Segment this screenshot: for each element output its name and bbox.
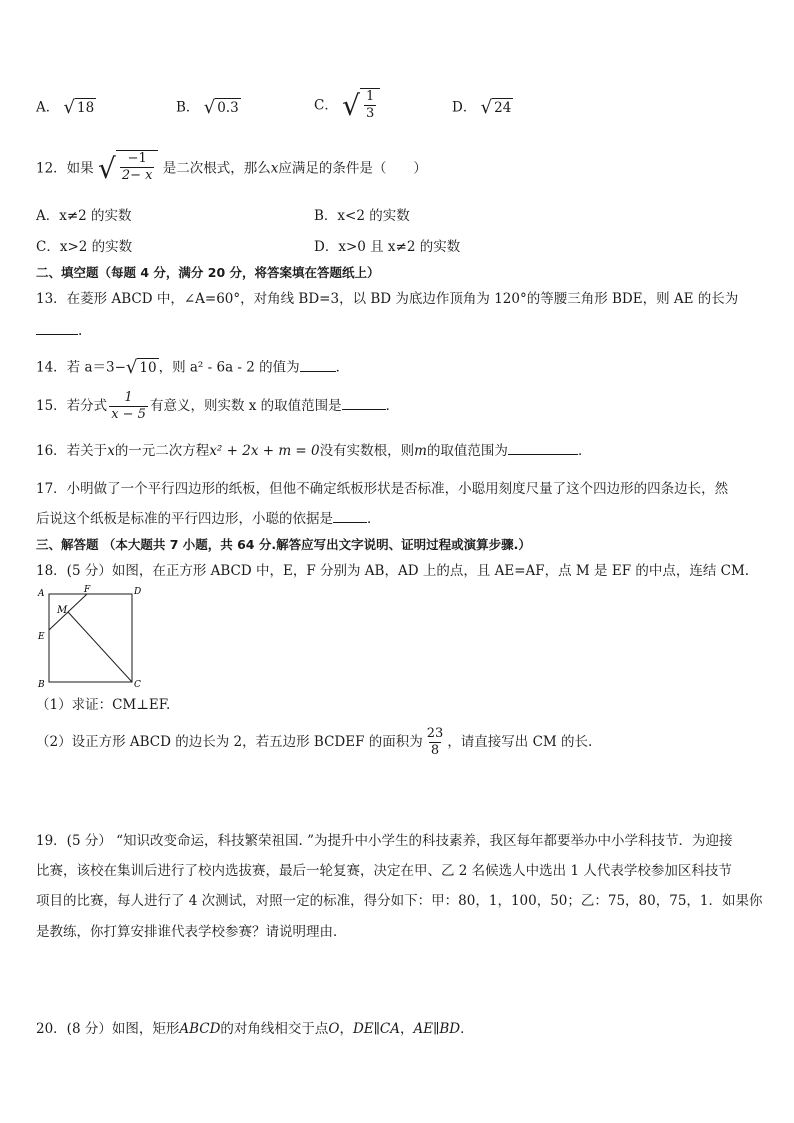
q20-prefix: 20．(8 分）如图，矩形 (36, 1021, 180, 1037)
answer-blank[interactable] (333, 510, 367, 523)
q20-middle: 的对角线相交于点 (220, 1021, 329, 1037)
q19-line-3: 项目的比赛，每人进行了 4 次测试，对照一定的标准，得分如下：甲：80，1，100，50；乙：75，80，75，1．如果你 (36, 893, 763, 909)
period: ． (460, 1021, 474, 1037)
q11-option-b (176, 98, 241, 118)
variable: x (107, 443, 115, 459)
radical: √ $\frac{1}{3}$ (342, 88, 380, 124)
numerator: 1 (124, 390, 133, 405)
q20-text (36, 1020, 474, 1038)
option-text: x>0 且 x≠2 的实数 (338, 239, 461, 255)
option-letter: B． (176, 99, 200, 116)
label-e: E (38, 632, 45, 642)
q16-prefix: 16．若关于 (36, 443, 108, 459)
denominator: x − 5 (111, 407, 146, 422)
section-header-solutions: 三、解答题 （本大题共 7 小题，共 64 分.解答应写出文字说明、证明过程或演算步骤.） (36, 537, 531, 552)
answer-blank[interactable] (300, 359, 336, 372)
q12-option-c (36, 238, 132, 256)
q12-option-a (36, 207, 132, 225)
label-m: M (57, 605, 68, 616)
q14-text (36, 358, 349, 378)
q18-part-1: （1）求证：CM⊥EF. (36, 697, 171, 713)
radical: √ 0.3 (203, 97, 239, 118)
option-letter: B． (314, 208, 338, 224)
q11-option-c (314, 88, 380, 124)
equation: x² + 2x + m = 0 (209, 443, 320, 459)
q11-option-a (36, 98, 96, 118)
q17-end: ． (367, 511, 381, 527)
numerator: 1 (365, 89, 375, 104)
radicand: 24 (494, 100, 512, 116)
q18-part-2 (36, 726, 592, 759)
option-letter: C． (36, 239, 60, 255)
q16-middle: 的一元二次方程 (114, 443, 210, 459)
option-letter: D． (314, 239, 339, 255)
numerator: 23 (426, 726, 444, 741)
radical: √ 18 (63, 97, 95, 118)
q14-end: ． (335, 359, 350, 376)
q14-prefix: 14．若 a＝3− (36, 359, 126, 376)
q16-text (36, 442, 591, 460)
label-b: B (38, 680, 45, 690)
q15-suffix: 有意义，则实数 x 的取值范围是 (149, 398, 342, 414)
fraction (364, 89, 376, 122)
comma: ， (399, 1021, 414, 1037)
answer-blank[interactable] (36, 322, 78, 335)
option-letter: A． (36, 99, 60, 116)
q18-part-2-prefix: （2）设正方形 ABCD 的边长为 2，若五边形 BCDEF 的面积为 (36, 734, 423, 750)
q15-prefix: 15．若分式 (36, 398, 108, 414)
q19-line-4: 是教练，你打算安排谁代表学校参赛？请说明理由． (36, 924, 347, 940)
variable: m (414, 443, 427, 459)
q12-stem (36, 150, 427, 188)
q12-suffix2: 应满足的条件是（ ） (278, 160, 427, 177)
denominator: 8 (430, 743, 440, 758)
option-letter: A． (36, 208, 60, 224)
q18-text: 18．(5 分）如图，在正方形 ABCD 中，E，F 分别为 AB，AD 上的点，且 AE=AF，点 M 是 EF 的中点，连结 CM. (36, 563, 750, 579)
q13-end: . (78, 323, 83, 339)
math-ae-parallel-bd: AE∥BD (413, 1021, 461, 1037)
segment-cm (68, 612, 132, 682)
q15-end: ． (385, 398, 400, 414)
variable: x (270, 160, 279, 177)
numerator: −1 (127, 151, 147, 166)
q16-middle2: 没有实数根，则 (319, 443, 415, 459)
q12-option-d (314, 238, 460, 256)
label-c: C (134, 680, 141, 690)
option-text: x>2 的实数 (59, 239, 133, 255)
q12-suffix: 是二次根式，那么 (162, 160, 271, 177)
option-letter: C． (314, 97, 338, 114)
answer-blank[interactable] (342, 397, 386, 410)
q16-end: ． (577, 443, 592, 459)
math-de-parallel-ca: DE∥CA (352, 1021, 400, 1037)
radicand: 10 (139, 360, 157, 376)
radicand: 18 (77, 100, 95, 116)
label-f: F (84, 585, 91, 595)
denominator: 2− x (121, 168, 153, 183)
q12-option-b (314, 207, 410, 225)
radical: √ 10 (125, 357, 157, 378)
fraction (425, 726, 446, 759)
q13-text: 13．在菱形 ABCD 中，∠A=60°，对角线 BD=3，以 BD 为底边作顶角为 120°的等腰三角形 BDE，则 AE 的长为 (36, 291, 739, 307)
radical: √ 24 (480, 97, 512, 118)
denominator: 3 (365, 106, 375, 121)
math-o: O (328, 1021, 340, 1037)
q17-text: 后说这个纸板是标准的平行四边形，小聪的依据是 (36, 511, 333, 527)
fraction (109, 390, 148, 423)
square-figure (34, 585, 144, 690)
q12-prefix: 12．如果 (36, 160, 94, 177)
q14-suffix: ，则 a² - 6a - 2 的值为 (158, 359, 300, 376)
option-letter: D． (452, 99, 477, 116)
q13-answer-line (36, 322, 82, 340)
option-text: x<2 的实数 (337, 208, 410, 224)
fraction (120, 151, 155, 184)
radical: √ $\frac{-1}{2- x}$ (98, 150, 158, 188)
label-a: A (38, 589, 45, 599)
q18-part-2-suffix: ，请直接写出 CM 的长. (447, 734, 593, 750)
radicand: 0.3 (217, 100, 239, 116)
q17-line-2 (36, 510, 381, 528)
q15-text (36, 390, 399, 423)
q16-suffix: 的取值范围为 (426, 443, 508, 459)
q19-line-2: 比赛，该校在集训后进行了校内选拔赛，最后一轮复赛，决定在甲、乙 2 名候选人中选出 1 人代表学校参加区科技节 (36, 863, 732, 879)
q11-option-d (452, 98, 513, 118)
q19-line-1: 19．(5 分） “知识改变命运，科技繁荣祖国. ”为提升中小学生的科技素养，我区每年都要举办中小学科技节．为迎接 (36, 833, 733, 849)
math-abcd: ABCD (179, 1021, 221, 1037)
option-text: x≠2 的实数 (59, 208, 132, 224)
section-header-fill-in: 二、填空题（每题 4 分，满分 20 分，将答案填在答题纸上） (36, 265, 380, 280)
q17-line-1: 17．小明做了一个平行四边形的纸板，但他不确定纸板形状是否标准，小聪用刻度尺量了这个四边形的四条边长，然 (36, 481, 729, 497)
answer-blank[interactable] (508, 442, 578, 455)
label-d: D (134, 587, 142, 597)
comma: ， (339, 1021, 353, 1037)
